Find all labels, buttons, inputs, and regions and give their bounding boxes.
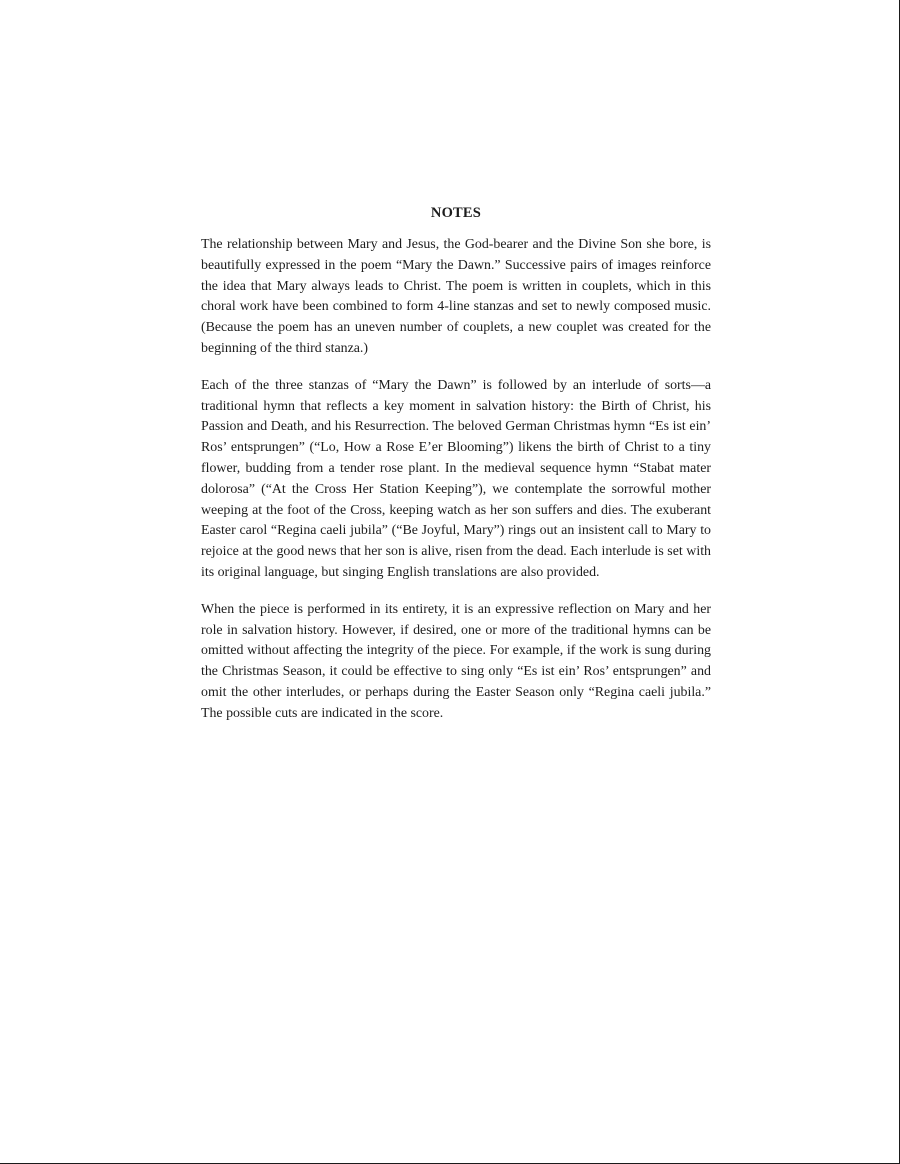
notes-section	[201, 204, 711, 741]
paragraph-2: Each of the three stanzas of “Mary the Dawn” is followed by an interlude of sorts—a traditional hymn that reflects a key moment in salvation history: the Birth of Christ, his Passion and Death, and his Resurrection. The beloved German Christmas hymn “Es ist ein’ Ros’ entsprungen” (“Lo, How a Rose E’er Blooming”) likens the birth of Christ to a tiny flower, budding from a tender rose plant. In the medieval sequence hymn “Stabat mater dolorosa” (“At the Cross Her Station Keeping”), we contemplate the sorrowful mother weeping at the foot of the Cross, keeping watch as her son suffers and dies. The exuberant Easter carol “Regina caeli jubila” (“Be Joyful, Mary”) rings out an insistent call to Mary to rejoice at the good news that her son is alive, risen from the dead. Each interlude is set with its original language, but singing English translations are also provided.	[201, 377, 711, 580]
paragraph-1: The relationship between Mary and Jesus, the God-bearer and the Divine Son she bore, is beautifully expressed in the poem “Mary the Dawn.” Successive pairs of images reinforce the idea that Mary always leads to Christ. The poem is written in couplets, which in this choral work have been combined to form 4-line stanzas and set to newly composed music. (Because the poem has an uneven number of couplets, a new couplet was created for the beginning of the third stanza.)	[201, 237, 711, 356]
paragraph-3: When the piece is performed in its entirety, it is an expressive reflection on Mary and her role in salvation history. However, if desired, one or more of the traditional hymns can be omitted without affecting the integrity of the piece. For example, if the work is sung during the Christmas Season, it could be effective to sing only “Es ist ein’ Ros’ entsprungen” and omit the other interludes, or perhaps during the Easter Season only “Regina caeli jubila.” The possible cuts are indicated in the score.	[201, 601, 711, 721]
page-title: NOTES	[430, 205, 482, 221]
